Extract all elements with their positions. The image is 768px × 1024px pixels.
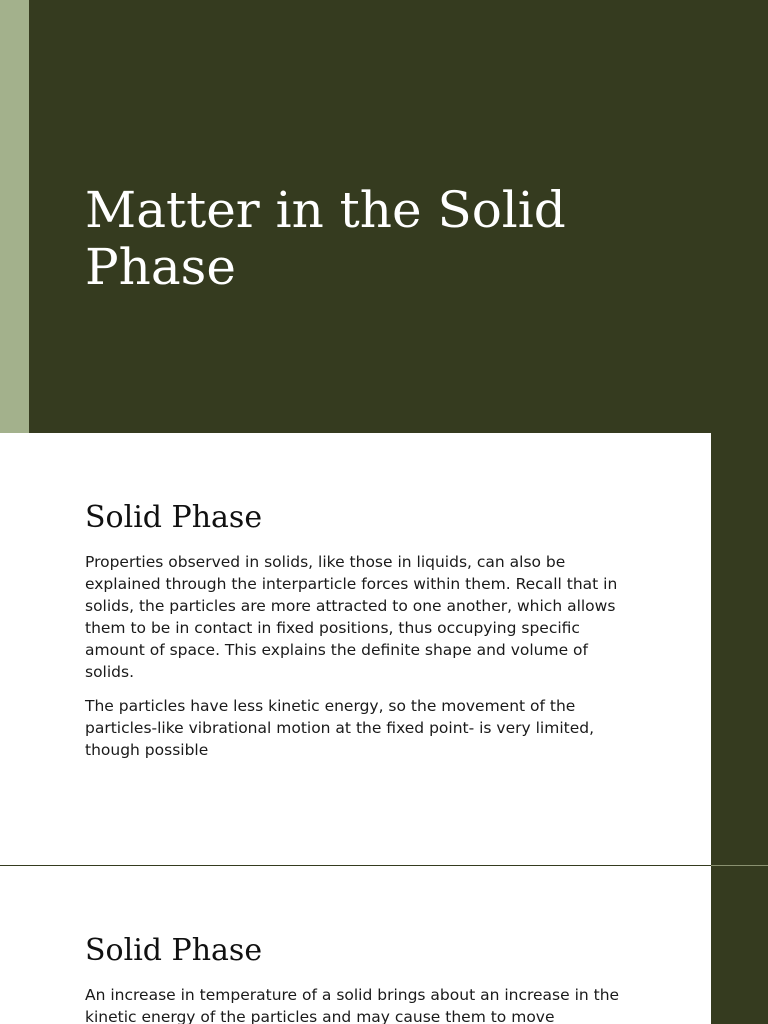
slide-2-body — [85, 984, 625, 1024]
slide-divider — [711, 865, 768, 866]
slide-1-body — [85, 551, 625, 773]
content-slide-2 — [0, 866, 711, 1024]
slide-2-paragraph-1: An increase in temperature of a solid brings about an increase in the kinetic energy of the particles and may cause them to move — [85, 986, 620, 1024]
slide-1-paragraph-2: The particles have less kinetic energy, so the movement of the particles-like vibrational motion at the fixed point- is very limited, though possible — [85, 697, 595, 759]
slide-1-heading: Solid Phase — [85, 500, 263, 535]
slide-2-heading: Solid Phase — [85, 933, 263, 968]
accent-bar — [0, 0, 29, 433]
title-slide — [0, 0, 768, 433]
slide-1-paragraph-1: Properties observed in solids, like those in liquids, can also be explained through the interparticle forces within them. Recall that in solids, the particles are more attracted to one another, which allows them to be in contact in fixed positions, thus occupying specific amount of space. This explains the definite shape and volume of solids. — [85, 553, 618, 681]
content-slide-1 — [0, 433, 711, 865]
slide-title: Matter in the Solid Phase — [85, 181, 566, 296]
